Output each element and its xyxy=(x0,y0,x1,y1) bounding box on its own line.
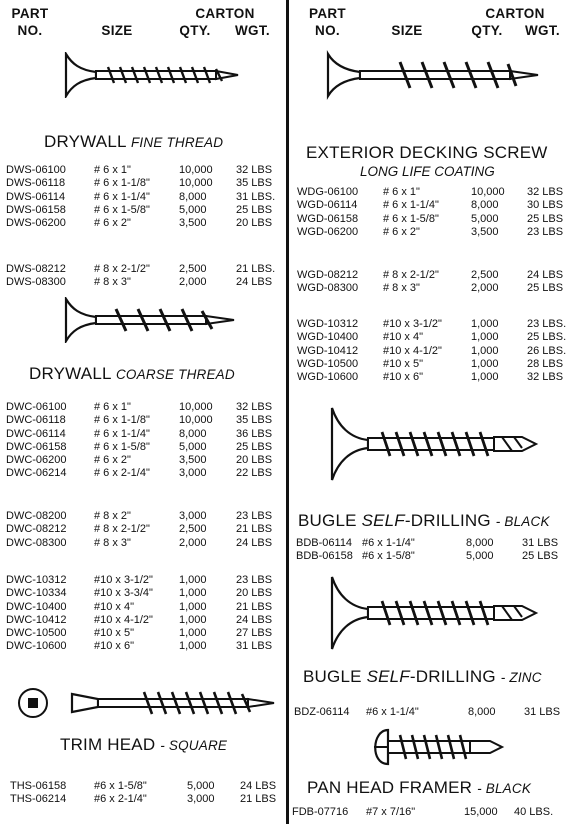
part-number: DWC-10500 xyxy=(6,627,67,640)
carton-qty: 1,000 xyxy=(179,640,207,653)
size: # 8 x 2-1/2" xyxy=(383,269,439,281)
carton-qty: 3,000 xyxy=(187,793,215,806)
size: # 6 x 1" xyxy=(94,164,131,176)
size: # 6 x 2" xyxy=(94,217,131,230)
drywall-coarse-title: DRYWALL COARSE THREAD xyxy=(29,364,235,383)
carton-weight: 27 LBS xyxy=(236,627,273,640)
header-part: PART xyxy=(11,6,49,21)
size: # 6 x 1-1/8" xyxy=(94,414,150,427)
carton-qty: 1,000 xyxy=(179,587,207,600)
part-number: WGD-06158 xyxy=(297,212,359,225)
part-number: WGD-06114 xyxy=(297,199,358,212)
size: #10 x 5" xyxy=(383,357,423,370)
carton-qty: 8,000 xyxy=(466,537,494,549)
carton-weight: 20 LBS xyxy=(236,454,273,467)
header-no: NO. xyxy=(315,23,340,38)
part-number: DWC-10334 xyxy=(6,587,67,600)
carton-weight: 31 LBS xyxy=(236,640,273,653)
size: # 6 x 1" xyxy=(383,186,420,198)
header-size: SIZE xyxy=(391,23,423,38)
size: #10 x 4" xyxy=(94,600,134,613)
carton-weight: 20 LBS xyxy=(236,587,273,600)
header-qty: QTY. xyxy=(471,23,503,38)
size: # 8 x 2-1/2" xyxy=(94,263,150,275)
size: # 8 x 3" xyxy=(94,536,131,549)
carton-qty: 2,000 xyxy=(471,282,499,295)
part-number: DWS-06200 xyxy=(6,217,66,230)
carton-weight: 28 LBS xyxy=(527,357,564,370)
part-number: DWC-06214 xyxy=(6,467,67,480)
part-number: BDZ-06114 xyxy=(294,706,350,718)
pan-head-screw-icon xyxy=(366,724,506,770)
trim-head-title: TRIM HEAD - SQUARE xyxy=(60,735,228,754)
bugle-zinc-title: BUGLE SELF-DRILLING - ZINC xyxy=(303,667,542,686)
carton-qty: 10,000 xyxy=(179,414,213,427)
size: # 6 x 1-5/8" xyxy=(383,212,439,225)
part-number: DWC-06158 xyxy=(6,440,67,453)
part-number: BDB-06158 xyxy=(296,550,353,563)
part-number: DWC-06200 xyxy=(6,454,67,467)
pan-head-title: PAN HEAD FRAMER - BLACK xyxy=(307,778,532,797)
carton-weight: 21 LBS. xyxy=(236,263,276,275)
carton-weight: 30 LBS xyxy=(527,199,564,212)
part-number: DWS-06118 xyxy=(6,177,66,190)
part-number: DWC-08200 xyxy=(6,510,67,522)
carton-weight: 31 LBS. xyxy=(236,190,276,203)
bugle-zinc-screw-icon xyxy=(322,573,544,653)
header-wgt: WGT. xyxy=(525,23,560,38)
size: # 6 x 2" xyxy=(94,454,131,467)
part-number: WGD-06200 xyxy=(297,225,359,238)
part-number: THS-06214 xyxy=(10,793,67,806)
size: # 8 x 3" xyxy=(383,282,420,295)
size: #10 x 6" xyxy=(383,371,423,384)
carton-weight: 24 LBS xyxy=(236,613,273,626)
part-number: BDB-06114 xyxy=(296,537,353,549)
part-number: WDG-06100 xyxy=(297,186,359,198)
carton-qty: 10,000 xyxy=(179,401,213,413)
carton-qty: 1,000 xyxy=(179,613,207,626)
carton-qty: 3,500 xyxy=(179,454,207,467)
carton-weight: 23 LBS xyxy=(236,574,273,586)
carton-qty: 5,000 xyxy=(179,203,207,216)
header-part: PART xyxy=(309,6,346,21)
header-carton: CARTON xyxy=(195,6,255,21)
carton-qty: 1,000 xyxy=(179,574,207,586)
carton-qty: 5,000 xyxy=(466,550,494,563)
size: # 6 x 1-1/4" xyxy=(94,190,150,203)
carton-qty: 3,000 xyxy=(179,467,207,480)
size: #10 x 3-1/2" xyxy=(383,318,442,330)
carton-qty: 1,000 xyxy=(471,371,499,384)
size: #6 x 2-1/4" xyxy=(94,793,147,806)
carton-weight: 25 LBS xyxy=(236,440,273,453)
decking-screw-icon xyxy=(322,50,544,100)
size: #6 x 1-1/4" xyxy=(366,706,419,718)
carton-weight: 32 LBS xyxy=(527,371,564,384)
part-number: DWC-06114 xyxy=(6,427,66,440)
carton-qty: 15,000 xyxy=(464,806,498,818)
size: #10 x 4-1/2" xyxy=(94,613,153,626)
size: #10 x 5" xyxy=(94,627,134,640)
header-size: SIZE xyxy=(101,23,133,38)
carton-weight: 32 LBS xyxy=(236,164,273,176)
part-number: DWC-10312 xyxy=(6,574,67,586)
part-number: DWS-08212 xyxy=(6,263,66,275)
size: # 6 x 1-5/8" xyxy=(94,440,150,453)
carton-weight: 24 LBS xyxy=(527,269,564,281)
size: #6 x 1-1/4" xyxy=(362,537,415,549)
carton-weight: 32 LBS xyxy=(236,401,273,413)
exterior-decking-title: EXTERIOR DECKING SCREW xyxy=(306,143,548,162)
carton-weight: 40 LBS. xyxy=(514,806,554,818)
carton-qty: 10,000 xyxy=(179,177,213,190)
carton-weight: 32 LBS xyxy=(527,186,564,198)
size: # 8 x 2" xyxy=(94,510,131,522)
size: #6 x 1-5/8" xyxy=(94,780,147,792)
header-carton: CARTON xyxy=(485,6,545,21)
carton-qty: 8,000 xyxy=(468,706,496,718)
drywall-fine-title: DRYWALL FINE THREAD xyxy=(44,132,224,151)
size: # 6 x 2" xyxy=(383,225,420,238)
header-wgt: WGT. xyxy=(235,23,270,38)
header-qty: QTY. xyxy=(179,23,211,38)
size: #6 x 1-5/8" xyxy=(362,550,415,563)
carton-weight: 23 LBS xyxy=(236,510,273,522)
carton-weight: 24 LBS xyxy=(236,536,273,549)
carton-weight: 22 LBS xyxy=(236,467,273,480)
size: # 6 x 1-1/4" xyxy=(94,427,150,440)
carton-qty: 8,000 xyxy=(179,427,207,440)
part-number: DWC-10600 xyxy=(6,640,67,653)
size: # 6 x 1" xyxy=(94,401,131,413)
part-number: THS-06158 xyxy=(10,780,67,792)
size: #10 x 6" xyxy=(94,640,134,653)
part-number: WGD-08212 xyxy=(297,269,359,281)
carton-qty: 2,000 xyxy=(179,276,207,289)
carton-qty: 2,000 xyxy=(179,536,207,549)
part-number: DWC-06118 xyxy=(6,414,66,427)
drywall-coarse-screw-icon xyxy=(62,297,242,343)
part-number: WGD-10412 xyxy=(297,344,359,357)
header-no: NO. xyxy=(17,23,43,38)
size: #7 x 7/16" xyxy=(366,806,416,818)
bugle-black-title: BUGLE SELF-DRILLING - BLACK xyxy=(298,511,550,530)
carton-weight: 36 LBS xyxy=(236,427,273,440)
size: # 6 x 1-5/8" xyxy=(94,203,150,216)
size: # 8 x 2-1/2" xyxy=(94,523,150,536)
carton-weight: 23 LBS. xyxy=(527,318,567,330)
carton-weight: 21 LBS xyxy=(236,600,273,613)
carton-qty: 10,000 xyxy=(471,186,505,198)
carton-qty: 1,000 xyxy=(179,600,207,613)
carton-weight: 31 LBS xyxy=(524,706,561,718)
carton-qty: 10,000 xyxy=(179,164,213,176)
part-number: DWS-06114 xyxy=(6,190,66,203)
size: #10 x 4-1/2" xyxy=(383,344,442,357)
part-number: WGD-10312 xyxy=(297,318,359,330)
size: # 6 x 2-1/4" xyxy=(94,467,150,480)
size: # 8 x 3" xyxy=(94,276,131,289)
exterior-decking-subtitle: LONG LIFE COATING xyxy=(360,164,495,179)
carton-weight: 21 LBS xyxy=(240,793,277,806)
carton-qty: 1,000 xyxy=(471,344,499,357)
carton-qty: 8,000 xyxy=(471,199,499,212)
carton-weight: 25 LBS xyxy=(527,282,564,295)
size: #10 x 3-3/4" xyxy=(94,587,153,600)
carton-weight: 20 LBS xyxy=(236,217,273,230)
size: # 6 x 1-1/8" xyxy=(94,177,150,190)
carton-weight: 24 LBS xyxy=(236,276,273,289)
carton-weight: 21 LBS xyxy=(236,523,273,536)
part-number: DWC-06100 xyxy=(6,401,67,413)
carton-qty: 3,500 xyxy=(471,225,499,238)
carton-weight: 31 LBS xyxy=(522,537,559,549)
carton-weight: 25 LBS xyxy=(522,550,559,563)
part-number: WGD-10400 xyxy=(297,331,359,344)
carton-weight: 25 LBS xyxy=(527,212,564,225)
part-number: DWS-06100 xyxy=(6,164,66,176)
carton-qty: 5,000 xyxy=(179,440,207,453)
part-number: DWC-08300 xyxy=(6,536,67,549)
part-number: DWC-10412 xyxy=(6,613,67,626)
bugle-black-screw-icon xyxy=(322,404,544,484)
column-divider xyxy=(286,0,289,824)
carton-qty: 2,500 xyxy=(471,269,499,281)
carton-weight: 25 LBS xyxy=(236,203,273,216)
trim-head-screw-icon xyxy=(68,680,278,726)
carton-qty: 3,000 xyxy=(179,510,207,522)
carton-qty: 1,000 xyxy=(471,357,499,370)
carton-qty: 5,000 xyxy=(187,780,215,792)
carton-qty: 1,000 xyxy=(471,318,499,330)
carton-weight: 25 LBS. xyxy=(527,331,567,344)
carton-qty: 3,500 xyxy=(179,217,207,230)
part-number: FDB-07716 xyxy=(292,806,349,818)
carton-weight: 23 LBS xyxy=(527,225,564,238)
part-number: WGD-10600 xyxy=(297,371,359,384)
size: #10 x 4" xyxy=(383,331,423,344)
drywall-fine-screw-icon xyxy=(62,52,242,98)
carton-weight: 26 LBS. xyxy=(527,344,567,357)
carton-weight: 35 LBS xyxy=(236,177,273,190)
square-drive-icon xyxy=(18,688,48,718)
carton-weight: 24 LBS xyxy=(240,780,277,792)
carton-qty: 8,000 xyxy=(179,190,207,203)
carton-qty: 2,500 xyxy=(179,263,207,275)
carton-qty: 2,500 xyxy=(179,523,207,536)
size: # 6 x 1-1/4" xyxy=(383,199,439,212)
part-number: DWC-08212 xyxy=(6,523,67,536)
carton-qty: 1,000 xyxy=(179,627,207,640)
part-number: DWS-06158 xyxy=(6,203,66,216)
carton-weight: 35 LBS xyxy=(236,414,273,427)
part-number: DWS-08300 xyxy=(6,276,66,289)
size: #10 x 3-1/2" xyxy=(94,574,153,586)
carton-qty: 1,000 xyxy=(471,331,499,344)
part-number: WGD-10500 xyxy=(297,357,359,370)
part-number: WGD-08300 xyxy=(297,282,359,295)
part-number: DWC-10400 xyxy=(6,600,67,613)
carton-qty: 5,000 xyxy=(471,212,499,225)
